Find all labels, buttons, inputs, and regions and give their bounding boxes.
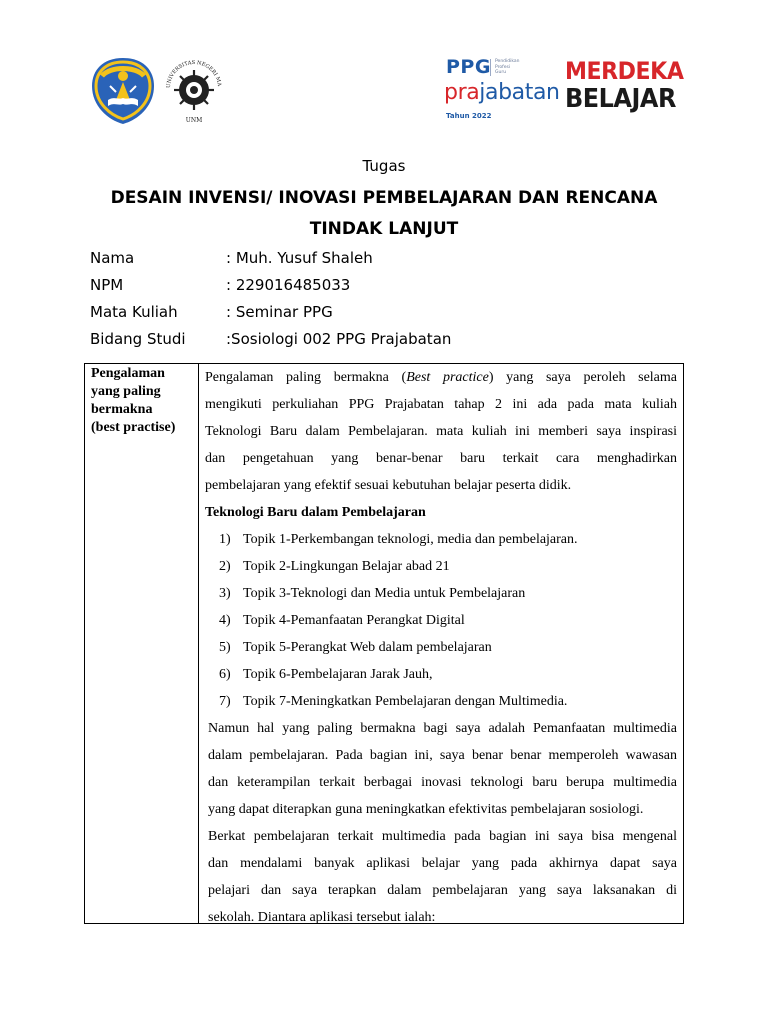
paragraph-applications (205, 823, 677, 931)
paragraph-line: pelajari dan saya terapkan dalam pembelajaran yang saya laksanakan di (208, 883, 677, 898)
merdeka-word: MERDEKA (565, 57, 684, 85)
paragraph-line: dan mendalami banyak aplikasi belajar yang pada akhirnya dapat saya (208, 856, 677, 871)
document-title (84, 183, 684, 245)
best-practice-table (84, 363, 684, 924)
paragraph-line: Berkat pembelajaran terkait multimedia pada bagian ini saya bisa mengenal (208, 829, 677, 844)
list-item: 5) Topik 5-Perangkat Web dalam pembelajaran (219, 640, 492, 655)
paragraph-line: Namun hal yang paling bermakna bagi saya adalah Pemanfaatan multimedia (208, 721, 677, 736)
list-item: 7) Topik 7-Meningkatkan Pembelajaran dengan Multimedia. (219, 694, 568, 709)
list-item: 6) Topik 6-Pembelajaran Jarak Jauh, (219, 667, 433, 682)
belajar-word: BELAJAR (565, 84, 676, 114)
identity-row-mata-kuliah (90, 301, 610, 328)
intro-paragraph (205, 364, 677, 499)
identity-label: Mata Kuliah (90, 303, 178, 321)
identity-label: Nama (90, 249, 135, 267)
prajabatan-word: prajabatan (444, 80, 560, 105)
paragraph-line: sekolah. Diantara aplikasi tersebut ialah: (208, 910, 436, 925)
ppg-prajabatan-logo (444, 56, 560, 126)
ppg-year: Tahun 2022 (446, 112, 492, 120)
svg-text:UNIVERSITAS NEGERI MAKASSAR: UNIVERSITAS NEGERI MA (165, 59, 222, 89)
title-line-1: DESAIN INVENSI/ INOVASI PEMBELAJARAN DAN RENCANA (110, 188, 658, 208)
kemendikbud-logo (88, 56, 158, 126)
identity-row-npm (90, 274, 610, 301)
identity-label: Bidang Studi (90, 330, 186, 348)
paragraph-line: yang dapat diterapkan guna meningkatkan efektivitas pembelajaran sosiologi. (208, 802, 644, 817)
intro-line: Teknologi Baru dalam Pembelajaran. mata kuliah ini memberi saya inspirasi (205, 424, 677, 439)
paragraph-line: dan keterampilan terkait berbagai inovasi teknologi baru berupa multimedia (208, 775, 677, 790)
column-divider (198, 364, 199, 923)
title-line-2: TINDAK LANJUT (309, 219, 459, 239)
row-header-cell: Pengalaman yang paling bermakna (best practise) (91, 366, 176, 435)
ppg-word: PPG (446, 56, 491, 78)
content-cell (205, 364, 677, 931)
identity-value: : Muh. Yusuf Shaleh (226, 249, 373, 267)
identity-row-bidang-studi (90, 328, 610, 355)
list-item: 4) Topik 4-Pemanfaatan Perangkat Digital (219, 613, 465, 628)
identity-value: : 229016485033 (226, 276, 351, 294)
identity-row-nama (90, 247, 610, 274)
topics-heading: Teknologi Baru dalam Pembelajaran (205, 505, 426, 520)
identity-value: :Sosiologi 002 PPG Prajabatan (226, 330, 452, 348)
topics-list (205, 526, 677, 715)
paragraph-multimedia (205, 715, 677, 823)
unm-logo (162, 52, 226, 126)
list-item: 3) Topik 3-Teknologi dan Media untuk Pembelajaran (219, 586, 526, 601)
svg-text:UNM: UNM (185, 117, 203, 124)
intro-line: Pengalaman paling bermakna (Best practice) yang saya peroleh selama (205, 370, 677, 385)
identity-block (90, 247, 610, 355)
list-item: 1) Topik 1-Perkembangan teknologi, media dan pembelajaran. (219, 532, 578, 547)
document-label: Tugas (362, 157, 406, 175)
intro-line: dan pengetahuan yang benar-benar baru terkait cara menghadirkan (205, 451, 677, 466)
intro-line: mengikuti perkuliahan PPG Prajabatan tahap 2 ini ada pada mata kuliah (205, 397, 677, 412)
header-logos-right (444, 56, 684, 126)
header-logos-left (88, 52, 238, 130)
identity-value: : Seminar PPG (226, 303, 333, 321)
intro-line: pembelajaran yang efektif sesuai kebutuhan belajar peserta didik. (205, 478, 572, 493)
list-item: 2) Topik 2-Lingkungan Belajar abad 21 (219, 559, 450, 574)
ppg-subtitle: Pendidikan Profesi Guru (490, 59, 520, 76)
paragraph-line: dalam pembelajaran. Pada bagian ini, saya benar benar memperoleh wawasan (208, 748, 677, 763)
identity-label: NPM (90, 276, 124, 294)
